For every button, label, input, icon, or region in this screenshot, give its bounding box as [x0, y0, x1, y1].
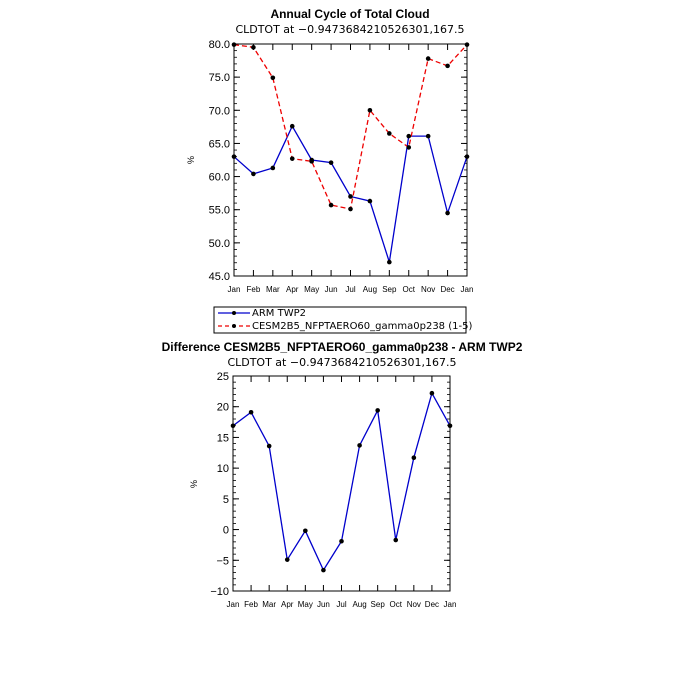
- c1-ytick-label: 75.0: [208, 72, 230, 85]
- legend-marker-arm: [232, 311, 236, 315]
- c2-ytick-label: 5: [222, 493, 229, 506]
- c1-series-1-point: [309, 159, 314, 164]
- c1-series-0-point: [290, 124, 295, 129]
- c1-series-1-point: [290, 156, 295, 161]
- c2-series-0-point: [412, 455, 417, 460]
- legend-marker-cesm: [232, 324, 236, 328]
- c2-ytick-label: 10: [216, 463, 229, 476]
- c1-xtick-label: May: [304, 285, 320, 294]
- c2-series-0-point: [393, 538, 398, 543]
- c2-xtick-label: Sep: [370, 600, 385, 609]
- c1-series-0-point: [406, 134, 411, 139]
- c2-series-0-point: [430, 391, 435, 396]
- c2-xtick-label: May: [297, 600, 313, 609]
- c1-series-1-point: [329, 203, 334, 208]
- c2-xtick-label: Jul: [336, 600, 347, 609]
- legend-label-arm: ARM TWP2: [252, 308, 306, 319]
- c2-series-0-point: [285, 557, 290, 562]
- c2-series-0-point: [339, 539, 344, 544]
- c2-series-0-point: [303, 529, 308, 534]
- c2-xtick-label: Nov: [406, 600, 421, 609]
- c1-series-1-point: [271, 76, 276, 81]
- c1-xtick-label: Jan: [460, 285, 474, 294]
- c1-xtick-label: Nov: [421, 285, 436, 294]
- c1-xtick-label: Aug: [362, 285, 378, 294]
- c1-xtick-label: Apr: [286, 285, 299, 294]
- c1-xtick-label: Dec: [440, 285, 455, 294]
- c2-ytick-label: −5: [216, 555, 229, 568]
- c1-series-1-point: [445, 64, 450, 69]
- c2-xtick-label: Feb: [244, 600, 258, 609]
- c1-xtick-label: Feb: [246, 285, 261, 294]
- chart2-title: Difference CESM2B5_NFPTAERO60_gamma0p238 - ARM TWP2: [161, 340, 523, 354]
- c2-xtick-label: Apr: [281, 600, 294, 609]
- c1-ytick-label: 55.0: [208, 204, 230, 217]
- c1-series-0-point: [368, 199, 373, 204]
- c2-ytick-label: −10: [210, 586, 229, 598]
- legend-label-cesm: CESM2B5_NFPTAERO60_gamma0p238 (1-5): [252, 321, 473, 332]
- c1-xtick-label: Mar: [265, 285, 280, 294]
- c2-xtick-label: Jun: [316, 600, 330, 609]
- c2-xtick-label: Aug: [352, 600, 367, 609]
- c2-ytick-label: 20: [216, 401, 229, 414]
- c1-ytick-label: 45.0: [208, 271, 230, 283]
- c1-series-0-point: [348, 194, 353, 199]
- chart2-plot-frame: [233, 376, 450, 591]
- c1-series-0-point: [387, 260, 392, 265]
- annual-cycle-chart: [186, 7, 473, 294]
- c1-series-0-point: [426, 134, 431, 139]
- c1-series-1-point: [426, 56, 431, 61]
- c1-ytick-label: 80.0: [208, 39, 230, 51]
- c1-ytick-label: 65.0: [208, 138, 230, 151]
- chart1-title: Annual Cycle of Total Cloud: [270, 7, 430, 21]
- c1-series-0-point: [329, 160, 334, 165]
- c2-xtick-label: Mar: [262, 600, 277, 609]
- c2-xtick-label: Jan: [226, 600, 240, 609]
- c2-ytick-label: 0: [222, 524, 229, 537]
- chart1-legend: [214, 307, 472, 333]
- c2-series-0-point: [267, 444, 272, 449]
- c1-xtick-label: Jul: [345, 285, 356, 294]
- c1-ytick-label: 60.0: [208, 171, 230, 184]
- c1-ytick-label: 50.0: [208, 237, 230, 250]
- c1-series-line-0: [234, 126, 467, 262]
- chart2-ylabel: %: [189, 479, 199, 489]
- c2-ytick-label: 15: [216, 432, 229, 445]
- c1-xtick-label: Jan: [227, 285, 241, 294]
- c1-series-1-point: [251, 45, 256, 50]
- c2-series-line-0: [233, 393, 450, 570]
- c2-series-0-point: [357, 443, 362, 448]
- c1-series-0-point: [271, 166, 276, 171]
- chart1-ylabel: %: [186, 155, 196, 165]
- c1-series-1-point: [387, 131, 392, 136]
- c2-xtick-label: Oct: [389, 600, 402, 609]
- c2-series-0-point: [375, 408, 380, 413]
- chart2-subtitle: CLDTOT at −0.9473684210526301,167.5: [227, 356, 457, 369]
- c1-xtick-label: Oct: [402, 285, 415, 294]
- c1-ytick-label: 70.0: [208, 105, 230, 118]
- c2-series-0-point: [321, 568, 326, 573]
- c1-series-1-point: [348, 207, 353, 212]
- c1-series-1-point: [368, 108, 373, 113]
- c1-series-0-point: [445, 211, 450, 216]
- chart1-subtitle: CLDTOT at −0.9473684210526301,167.5: [235, 23, 465, 36]
- c1-series-0-point: [251, 172, 256, 177]
- difference-chart: [162, 340, 523, 609]
- c1-series-1-point: [406, 145, 411, 150]
- c2-xtick-label: Dec: [424, 600, 440, 609]
- chart1-plot-frame: [234, 44, 467, 276]
- c2-series-0-point: [249, 410, 254, 415]
- c1-xtick-label: Sep: [382, 285, 397, 294]
- c1-series-line-1: [234, 45, 467, 209]
- c1-xtick-label: Jun: [324, 285, 338, 294]
- c2-ytick-label: 25: [216, 371, 229, 383]
- c2-xtick-label: Jan: [443, 600, 457, 609]
